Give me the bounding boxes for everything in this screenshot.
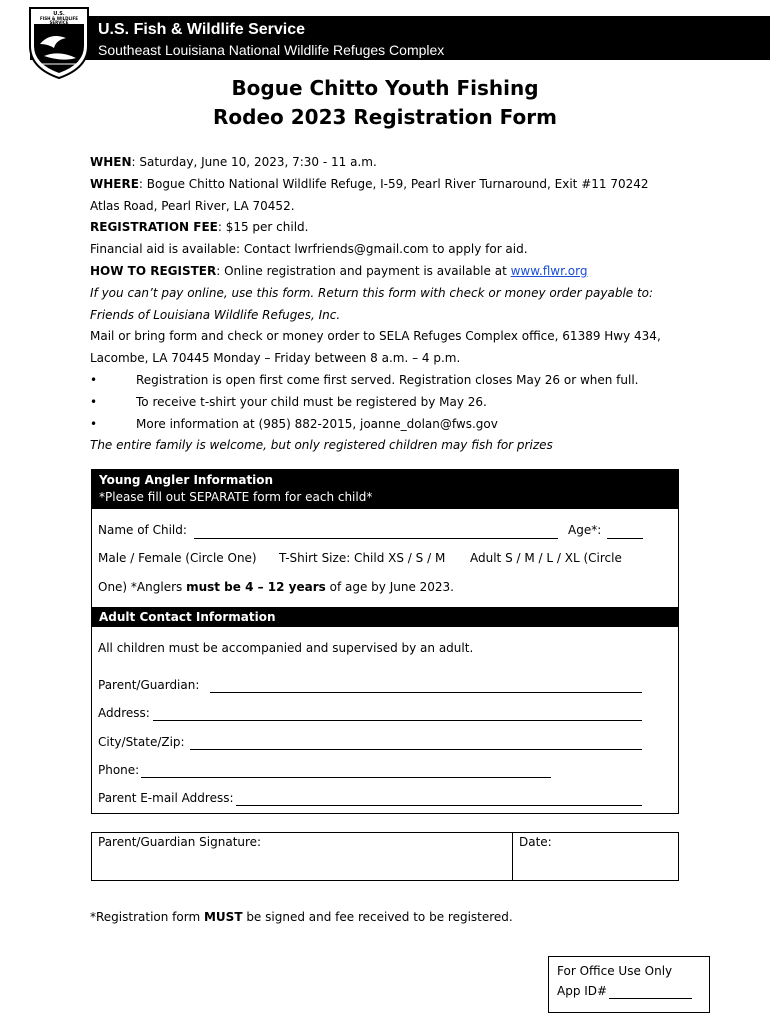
angler-heading: Young Angler Information	[99, 473, 274, 487]
svg-text:U.S.: U.S.	[53, 11, 65, 17]
app-id-label: App ID#	[557, 984, 608, 998]
bullet-item	[90, 414, 710, 436]
family-note: The entire family is welcome, but only registered children may fish for prizes	[90, 438, 553, 453]
bullet-item	[90, 370, 710, 392]
where-text: : Bogue Chitto National Wildlife Refuge, I-59, Pearl River Turnaround, Exit #11 70242	[138, 176, 649, 191]
when-label: WHEN	[90, 155, 132, 169]
fee-label: REGISTRATION FEE	[90, 220, 218, 235]
svg-text:SERVICE: SERVICE	[49, 20, 69, 25]
email-field[interactable]	[236, 805, 642, 806]
phone-field[interactable]	[141, 777, 551, 778]
email-label: Parent E-mail Address:	[98, 791, 234, 805]
age-requirement	[98, 580, 454, 594]
note-bold: MUST	[203, 910, 243, 924]
how-line	[90, 261, 710, 283]
adult-section-header: Adult Contact Information	[91, 607, 679, 627]
note-pre: *Registration form	[90, 910, 204, 924]
address-field[interactable]	[153, 720, 642, 721]
date-field[interactable]: Date:	[519, 835, 552, 849]
complex-name: Southeast Louisiana National Wildlife Refuges Complex	[98, 42, 445, 58]
signature-field[interactable]: Parent/Guardian Signature:	[98, 835, 262, 849]
mail-line-2: Lacombe, LA 70445 Monday – Friday between 8 a.m. – 4 p.m.	[90, 351, 461, 366]
where-line	[90, 174, 710, 196]
note-post: be signed and fee received to be registered.	[242, 910, 513, 924]
italic-line-1: If you can’t pay online, use this form. Return this form with check or money order payable to:	[90, 285, 654, 300]
angler-subheading: *Please fill out SEPARATE form for each child*	[99, 490, 373, 504]
agency-name: U.S. Fish & Wildlife Service	[98, 21, 306, 38]
bullet-text: More information at (985) 882-2015, joanne_dolan@fws.gov	[136, 416, 498, 431]
office-use-label: For Office Use Only	[557, 964, 673, 978]
fee-line	[90, 217, 710, 239]
child-name-label: Name of Child:	[98, 523, 187, 537]
gender-option[interactable]: Male / Female (Circle One)	[98, 551, 257, 565]
age-note-post: of age by June 2023.	[325, 580, 454, 594]
italic-line-2: Friends of Louisiana Wildlife Refuges, Inc.	[90, 307, 341, 322]
registration-note	[90, 910, 513, 924]
angler-section-header	[91, 469, 679, 509]
child-name-field[interactable]	[194, 538, 558, 539]
when-text: : Saturday, June 10, 2023, 7:30 - 11 a.m.	[131, 155, 377, 169]
title-line-2: Rodeo 2023 Registration Form	[213, 105, 557, 129]
child-shirt-size[interactable]: T-Shirt Size: Child XS / S / M	[279, 551, 446, 565]
city-label: City/State/Zip:	[98, 735, 185, 749]
bullet-item	[90, 392, 710, 414]
fee-text: : $15 per child.	[217, 220, 309, 235]
age-label: Age*:	[568, 523, 602, 537]
bullet-dot: •	[90, 372, 98, 387]
age-note-bold: must be 4 – 12 years	[186, 580, 326, 594]
mail-line-1: Mail or bring form and check or money order to SELA Refuges Complex office, 61389 Hwy 434,	[90, 329, 661, 344]
bullet-text: Registration is open first come first served. Registration closes May 26 or when full.	[136, 372, 639, 387]
page-title	[0, 74, 770, 132]
when-line	[90, 152, 710, 174]
phone-label: Phone:	[98, 763, 140, 777]
adult-shirt-size[interactable]: Adult S / M / L / XL (Circle	[470, 551, 622, 565]
svg-text:FISH & WILDLIFE: FISH & WILDLIFE	[40, 16, 78, 21]
title-line-1: Bogue Chitto Youth Fishing	[231, 76, 539, 100]
how-text: : Online registration and payment is available at	[216, 263, 511, 278]
age-field[interactable]	[607, 538, 643, 539]
how-label: HOW TO REGISTER	[90, 263, 217, 278]
parent-label: Parent/Guardian:	[98, 678, 200, 692]
aid-line: Financial aid is available: Contact lwrfriends@gmail.com to apply for aid.	[90, 242, 528, 257]
address-label: Address:	[98, 706, 150, 720]
signature-divider	[512, 832, 513, 881]
bullet-dot: •	[90, 394, 98, 409]
bullet-text: To receive t-shirt your child must be registered by May 26.	[136, 394, 487, 409]
bullet-dot: •	[90, 416, 98, 431]
where-label: WHERE	[90, 176, 139, 191]
usfws-logo	[26, 6, 92, 80]
event-info	[90, 152, 710, 457]
website-link[interactable]: www.flwr.org	[510, 263, 588, 278]
city-field[interactable]	[190, 749, 642, 750]
where-line-2: Atlas Road, Pearl River, LA 70452.	[90, 198, 295, 213]
supervision-note: All children must be accompanied and supervised by an adult.	[98, 641, 474, 655]
app-id-field[interactable]	[609, 998, 692, 999]
age-note-pre: One) *Anglers	[98, 580, 187, 594]
parent-field[interactable]	[210, 692, 642, 693]
